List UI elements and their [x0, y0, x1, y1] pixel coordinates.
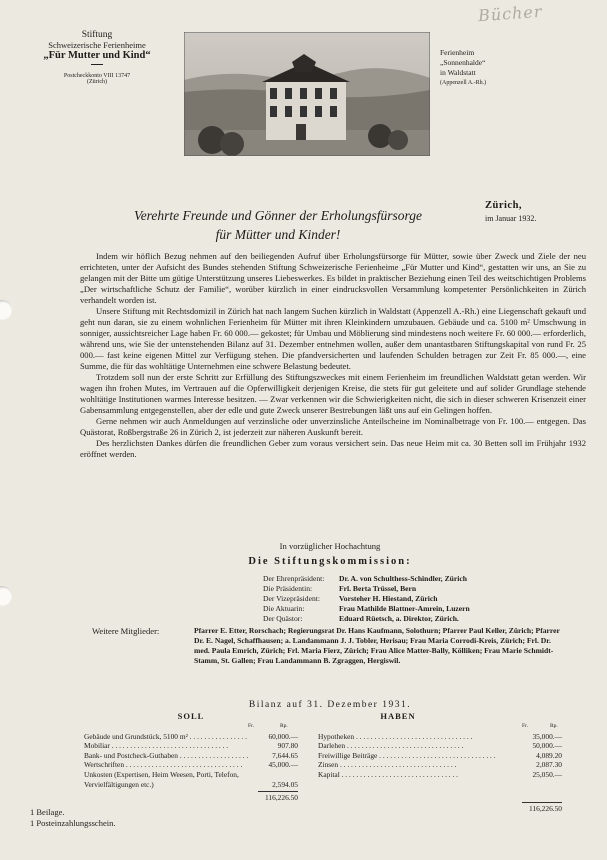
soll-row — [84, 732, 298, 742]
haben-row-value: 2,087.30 — [536, 760, 562, 770]
soll-row-value: 60,000.— — [268, 731, 298, 741]
soll-row-value: 2,594.05 — [272, 779, 298, 789]
officer-row — [263, 584, 470, 594]
letterhead-left — [22, 30, 172, 85]
balance-haben — [318, 712, 562, 813]
members-block — [92, 626, 562, 666]
officer-name: Frl. Berta Trüssel, Bern — [339, 584, 417, 593]
haben-row-value: 50,000.— — [532, 741, 562, 751]
members-text: Pfarrer E. Etter, Rorschach; Regierungsrat Dr. Hans Kaufmann, Solothurn; Pfarrer Paul Keller, Zürich; Pfarrer Dr. E. Nagel, Schaffhausen; a. Landammann J. J. Tobler, Herisau; Frau Maria Corrodi-Kreis, Zürich; Frl. Dr. med. Paula Emrich, Zürich; Frl. Maria Fierz, Zürich; Frau Alice Matter-Bally, Kölliken; Frau Marie Schmidt-Stamm, St. Gallen; Frau Landammann B. Zgraggen, Hergiswil. — [194, 626, 560, 665]
officer-role: Der Ehrenpräsident: — [263, 574, 325, 583]
punch-hole-top — [0, 300, 12, 320]
officer-row — [263, 594, 470, 604]
unit-fr: Fr. — [248, 722, 254, 729]
haben-row-value: 25,050.— — [532, 769, 562, 779]
house-photograph — [184, 32, 430, 156]
soll-total: 116,226.50 — [265, 793, 298, 803]
balance-soll — [84, 712, 298, 803]
haben-row — [318, 770, 562, 780]
soll-row-label: Unkosten (Expertisen, Heim Weesen, Porti, Telefon, Vervielfältigungen etc.) — [84, 769, 239, 789]
haben-heading: HABEN — [380, 711, 416, 721]
paragraph: Unsere Stiftung mit Rechtsdomizil in Zürich hat nach langem Suchen kürzlich in Waldstatt (Appenzell A.-Rh.) eine Liegenschaft gekauft und geht nun daran, sie zu einem wohnlichen Ferienheim für Mütter mit ihren Kleinkindern umzubauen. Gebäude und ca. 5100 m² Umschwung in sonniger, aussichtsreicher Lage haben Fr. 60 000.— gekostet; für Umbau und Möblierung sind mindestens noch weitere Fr. 60 000.— erforderlich, während uns, wie Sie der untenstehenden Bilanz auf 31. Dezember entnehmen wollen, außer dem unantastbaren Stiftungskapital von rund Fr. 25 000.— fast keine eigenen Mittel zur Verfügung stehen. Die pfandversicherten und laufenden Schulden betragen zur Zeit Fr. 85 000.—, eine Summe, die für das wohltätige Unternehmen eine schwere Belastung bedeutet. — [80, 306, 586, 371]
paragraph: Indem wir höflich Bezug nehmen auf den beiliegenden Aufruf über Erholungsfürsorge für Mütter, sowie über Zweck und Ziele der neu errichteten, unter der Aufsicht des Bundes stehenden Stiftung Schweizerische Ferienheime „Für Mutter und Kind“, gestatten wir uns, an Sie zu gelangen mit der Bitte um gütige Unterstützung unseres Liebeswerkes. Es bildet in praktischer Beziehung einen Teil des weitschichtigen Problems „Der wirtschaftliche Schutz der Familie“, worüber kürzlich in einer eindrucksvollen Versammlung kompetenter Persönlichkeiten in Zürich verhandelt worden ist. — [80, 251, 586, 305]
haben-row-label: Hypotheken . . . — [318, 732, 512, 742]
letter-body — [80, 251, 586, 460]
officer-role: Der Vizepräsident: — [263, 594, 320, 603]
handwritten-pencil-note: Bücher — [477, 1, 544, 26]
soll-heading: SOLL — [177, 711, 205, 721]
soll-row-label: Mobiliar . . . — [84, 741, 248, 751]
place-date — [485, 199, 585, 225]
closing: In vorzüglicher Hochachtung — [279, 541, 381, 551]
haben-row-label: Darlehen . . . — [318, 741, 512, 751]
soll-units — [84, 722, 298, 732]
commission-title: Die Stiftungskommission: — [248, 556, 412, 567]
unit-rp: Rp. — [280, 722, 288, 729]
unit-fr: Fr. — [522, 722, 528, 729]
soll-row — [84, 770, 298, 789]
officer-row — [263, 574, 470, 584]
soll-row — [84, 760, 298, 770]
haben-total-rule — [522, 802, 562, 803]
home-location: in Waldstatt — [440, 68, 476, 77]
salutation — [88, 206, 468, 244]
letterhead-rule — [91, 64, 103, 65]
officers-list — [263, 574, 470, 624]
officer-row — [263, 604, 470, 614]
officer-role: Die Aktuarin: — [263, 604, 305, 613]
soll-row-label: Wertschriften . . . — [84, 760, 248, 770]
haben-total: 116,226.50 — [529, 803, 562, 813]
officer-name: Eduard Rüetsch, a. Direktor, Zürich. — [339, 614, 459, 623]
paragraph: Gerne nehmen wir auch Anmeldungen auf verzinsliche oder unverzinsliche Anteilscheine im Nominalbetrage von Fr. 100.— entgegen. Das Quästorat, Roßbergstraße 26 in Zürich 2, ist jederzeit zur näheren Auskunft bereit. — [80, 416, 586, 437]
haben-row-value: 35,000.— — [532, 731, 562, 741]
haben-units — [318, 722, 562, 732]
haben-row-label: Zinsen . . . — [318, 760, 512, 770]
foundation-motto: „Für Mutter und Kind“ — [43, 50, 151, 61]
soll-row — [84, 741, 298, 751]
haben-row — [318, 751, 562, 761]
haben-row-value: 4,089.20 — [536, 750, 562, 760]
paragraph: Trotzdem soll nun der erste Schritt zur Erfüllung des Stiftungszweckes mit einem Ferienheim im freundlichen Waldstatt getan werden. Wir wagen ihn frohen Mutes, im Vertrauen auf die Opferwilligkeit derjenigen Kreise, die stets für gut geleitete und auf solider Grundlage stehende wohltätige Institutionen warmes Interesse besitzen. — Zwar verkennen wir die Schwierigkeiten nicht, die sich in dieser schweren Krisenzeit einer Gabensammlung entgegenstellen, aber der edle und gute Zweck unserer Bestrebungen läßt uns auf ein Gelingen hoffen. — [80, 372, 586, 415]
punch-hole-bottom — [0, 586, 12, 606]
balance-title: Bilanz auf 31. Dezember 1931. — [248, 700, 412, 710]
paragraph: Des herzlichsten Dankes dürfen die freundlichen Geber zum voraus versichert sein. Das neue Heim mit ca. 30 Betten soll im Frühjahr 1932 eröffnet werden. — [80, 438, 586, 459]
foundation-label: Stiftung — [81, 30, 113, 40]
soll-row — [84, 751, 298, 761]
soll-row-value: 907.80 — [277, 741, 298, 751]
place: Zürich, — [485, 200, 523, 211]
salutation-line-1: Verehrte Freunde und Gönner der Erholungsfürsorge — [133, 208, 423, 223]
officer-role: Die Präsidentin: — [263, 584, 313, 593]
unit-rp: Rp. — [550, 722, 558, 729]
officer-name: Frau Mathilde Blattner-Amrein, Luzern — [339, 604, 470, 613]
date: im Januar 1932. — [485, 214, 537, 223]
enclosures — [30, 807, 115, 829]
foundation-name: Schweizerische Ferienheime — [48, 40, 146, 50]
salutation-line-2: für Mütter und Kinder! — [215, 227, 341, 242]
soll-row-value: 7,644.65 — [272, 750, 298, 760]
haben-row — [318, 760, 562, 770]
soll-row-label: Gebäude und Grundstück, 5100 m² . . . — [84, 732, 248, 742]
officer-name: Dr. A. von Schulthess-Schindler, Zürich — [339, 574, 467, 583]
officer-row — [263, 614, 470, 624]
officer-name: Vorsteher H. Hiestand, Zürich — [339, 594, 438, 603]
enclosure-item: 1 Posteinzahlungsschein. — [30, 818, 116, 828]
enclosure-item: 1 Beilage. — [30, 807, 65, 817]
haben-row — [318, 732, 562, 742]
haben-row — [318, 741, 562, 751]
postcheck-city: (Zürich) — [87, 79, 107, 85]
home-canton: (Appenzell A.-Rh.) — [440, 80, 487, 86]
postcheck-account: Postcheckkonto VIII 13747 — [63, 73, 131, 79]
home-name: „Sonnenhalde“ — [440, 58, 486, 67]
home-label: Ferienheim — [440, 48, 475, 57]
officer-role: Der Quästor: — [263, 614, 303, 623]
members-label: Weitere Mitglieder: — [92, 626, 160, 636]
soll-row-value: 45,000.— — [268, 760, 298, 770]
letterhead-right — [440, 48, 580, 88]
haben-row-label: Kapital . . . — [318, 770, 512, 780]
soll-row-label: Bank- und Postcheck-Guthaben . . . — [84, 751, 248, 761]
haben-row-label: Freiwillige Beiträge . . . — [318, 751, 512, 761]
soll-total-rule — [258, 791, 298, 792]
